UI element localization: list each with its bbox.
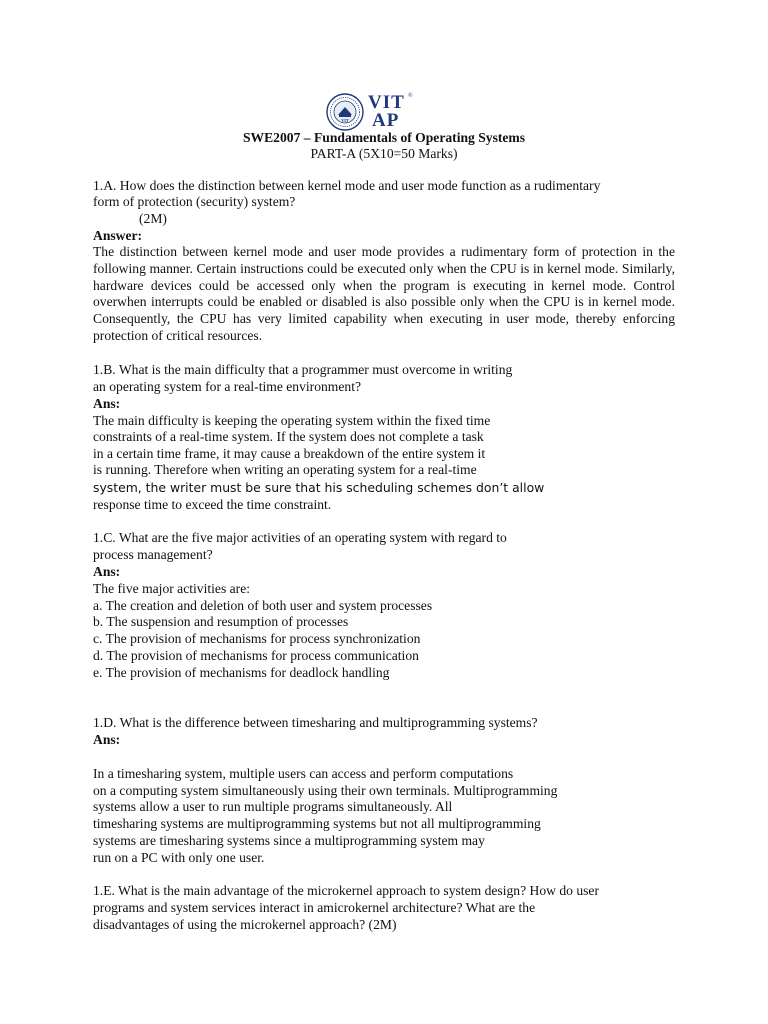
- q1a-question-line1: 1.A. How does the distinction between kernel mode and user mode function as a rudimentary: [93, 178, 601, 193]
- q1d-answer-line: systems allow a user to run multiple programs simultaneously. All: [93, 799, 453, 814]
- q1b-question-line2: an operating system for a real-time environment?: [93, 379, 361, 394]
- logo-text-vit: VIT: [368, 92, 405, 113]
- document-title: SWE2007 – Fundamentals of Operating Systems: [242, 130, 526, 145]
- q1d-answer-line: In a timesharing system, multiple users can access and perform computations: [93, 766, 514, 781]
- q1d-question: 1.D. What is the difference between timesharing and multiprogramming systems?: [93, 715, 538, 730]
- q1e-question-line: programs and system services interact in amicrokernel architecture? What are the: [93, 900, 536, 915]
- q1c-list-item: b. The suspension and resumption of processes: [93, 614, 349, 629]
- q1c-question-line1: 1.C. What are the five major activities of an operating system with regard to: [93, 530, 507, 545]
- q1a-question-line2: form of protection (security) system?: [93, 194, 296, 209]
- q1c-list-item: a. The creation and deletion of both user and system processes: [93, 598, 433, 613]
- q1a-marks: (2M): [139, 211, 167, 226]
- q1b-answer-line: The main difficulty is keeping the operating system within the fixed time: [93, 413, 491, 428]
- q1c-list-item: d. The provision of mechanisms for process communication: [93, 648, 419, 663]
- q1c-answer-intro: The five major activities are:: [93, 581, 251, 596]
- q1c-list-item: e. The provision of mechanisms for deadlock handling: [93, 665, 390, 680]
- q1d-answer-label: Ans:: [93, 732, 121, 747]
- vit-ap-logo: [326, 93, 416, 131]
- logo-text-ap: AP: [372, 110, 400, 131]
- q1d-answer-line: systems are timesharing systems since a multiprogramming system may: [93, 833, 485, 848]
- q1d-answer-line: run on a PC with only one user.: [93, 850, 265, 865]
- q1b-answer-line: response time to exceed the time constraint.: [93, 497, 332, 512]
- q1b-answer-line: is running. Therefore when writing an operating system for a real-time: [93, 462, 477, 477]
- q1c-list-item: c. The provision of mechanisms for process synchronization: [93, 631, 421, 646]
- q1b-answer-line: constraints of a real-time system. If the system does not complete a task: [93, 429, 484, 444]
- q1e-question-line: 1.E. What is the main advantage of the microkernel approach to system design? How do user: [93, 883, 599, 898]
- logo-trademark: ®: [408, 93, 413, 99]
- university-seal-icon: [326, 93, 364, 131]
- q1b-question-line1: 1.B. What is the main difficulty that a programmer must overcome in writing: [93, 362, 513, 377]
- q1a-answer-label: Answer:: [93, 228, 143, 243]
- seal-text: VIT: [341, 118, 349, 123]
- q1e-question-line: disadvantages of using the microkernel approach? (2M): [93, 917, 397, 932]
- q1a-answer-text: The distinction between kernel mode and user mode provides a rudimentary form of protection in the following manner. Certain instructions could be executed only when the CPU is in kernel mode. Similarly, hardware devices could be accessed only when the program is executing in kernel mode. Control overwhen interrupts could be enabled or disabled is also possible only when the CPU is in kernel mode. Consequently, the CPU has very limited capability when executing in user mode, thereby enforcing protection of critical resources.: [93, 244, 675, 343]
- q1c-question-line2: process management?: [93, 547, 213, 562]
- q1b-answer-label: Ans:: [93, 396, 121, 411]
- q1d-answer-line: timesharing systems are multiprogramming systems but not all multiprogramming: [93, 816, 541, 831]
- document-subtitle: PART-A (5X10=50 Marks): [310, 146, 458, 161]
- q1c-answer-label: Ans:: [93, 564, 121, 579]
- q1b-answer-line: in a certain time frame, it may cause a breakdown of the entire system it: [93, 446, 486, 461]
- q1b-answer-line: system, the writer must be sure that his scheduling schemes don’t allow: [93, 480, 545, 495]
- q1d-answer-line: on a computing system simultaneously using their own terminals. Multiprogramming: [93, 783, 558, 798]
